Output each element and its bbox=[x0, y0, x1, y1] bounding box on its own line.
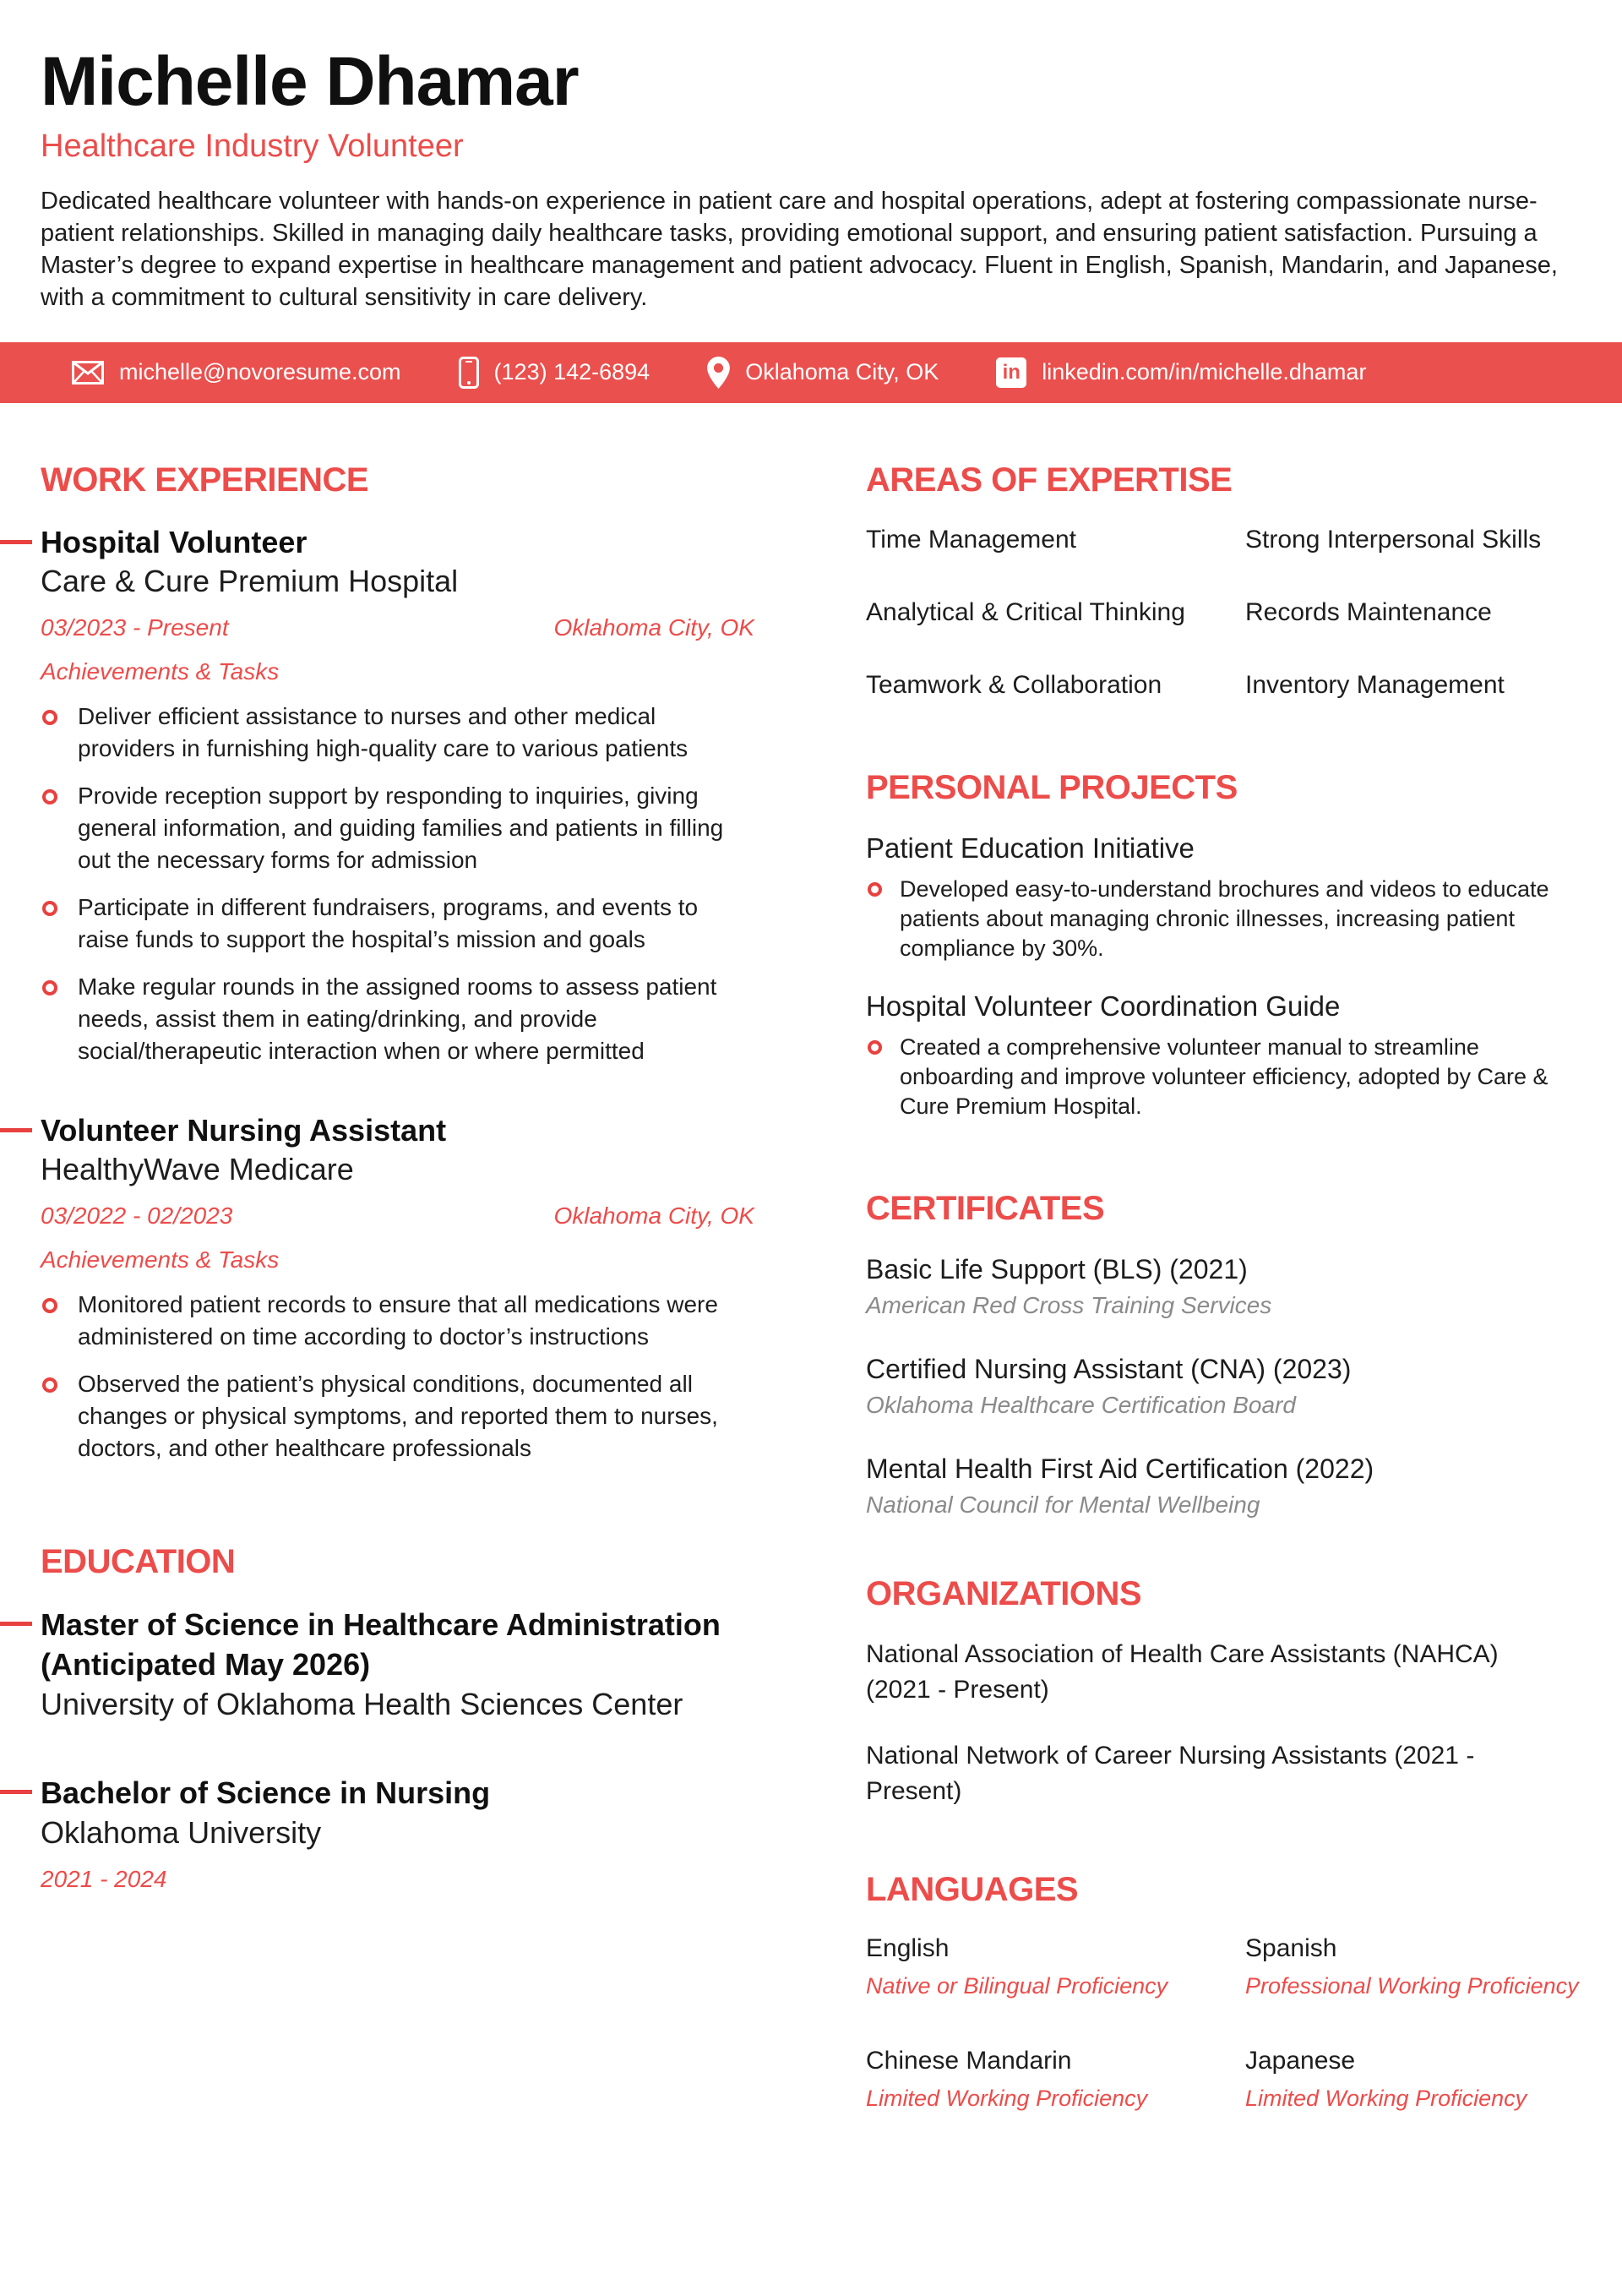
organization-item: National Network of Career Nursing Assistants (2021 - Present) bbox=[866, 1741, 1475, 1805]
education-heading: EDUCATION bbox=[41, 1542, 236, 1580]
job-title: Volunteer Nursing Assistant bbox=[41, 1112, 447, 1148]
task-bullet-text: Observed the patient’s physical conditions, documented all changes or physical symptoms, and reported them to nurses, doctors, and other healthcare professionals bbox=[78, 1370, 718, 1461]
location-pin-icon bbox=[707, 357, 730, 389]
task-bullet-text: Make regular rounds in the assigned rooms to assess patient needs, assist them in eating/drinking, and provide social/therapeutic interaction when or where permitted bbox=[78, 973, 717, 1064]
language-level: Limited Working Proficiency bbox=[866, 2085, 1148, 2111]
language-level: Native or Bilingual Proficiency bbox=[866, 1972, 1168, 1999]
language-name: Spanish bbox=[1245, 1933, 1337, 1962]
company-name: HealthyWave Medicare bbox=[41, 1151, 354, 1186]
contact-linkedin[interactable] bbox=[996, 357, 1366, 388]
bullet-ring-icon bbox=[42, 980, 57, 995]
task-bullet-text: Monitored patient records to ensure that all medications were administered on time according to doctor’s instructions bbox=[78, 1290, 718, 1350]
bullet-ring-icon bbox=[42, 789, 57, 804]
areas-of-expertise-heading: AREAS OF EXPERTISE bbox=[866, 461, 1233, 499]
task-bullet-text: Provide reception support by responding to inquiries, giving general information, and guiding families and patients in filling out the necessary forms for admission bbox=[78, 782, 724, 873]
job-title: Hospital Volunteer bbox=[41, 524, 308, 559]
language-name: Chinese Mandarin bbox=[866, 2046, 1072, 2075]
work-experience-section bbox=[41, 461, 754, 1464]
job-location: Oklahoma City, OK bbox=[553, 1202, 754, 1229]
language-entry bbox=[866, 2045, 1205, 2113]
areas-of-expertise-section bbox=[866, 461, 1584, 702]
certificate-issuer: National Council for Mental Wellbeing bbox=[866, 1491, 1260, 1518]
column-gap bbox=[754, 461, 866, 2113]
language-level: Professional Working Proficiency bbox=[1245, 1972, 1579, 1999]
profile-summary: Dedicated healthcare volunteer with hands-on experience in patient care and hospital operations, adept at fostering compassionate nurse-patient relationships. Skilled in managing daily healthcare tasks, providing emotional support, and ensuring patient satisfaction. Pursuing a Master’s degree to expand expertise in healthcare management and patient advocacy. Fluent in English, Spanish, Mandarin, and Japanese, with a commitment to cultural sensitivity in care delivery. bbox=[41, 187, 1558, 311]
language-entry bbox=[866, 1933, 1205, 2001]
project-bullet-text: Created a comprehensive volunteer manual to streamline onboarding and improve volunteer efficiency, adopted by Care & Cure Premium Hospital. bbox=[900, 1033, 1549, 1119]
body-columns bbox=[0, 461, 1622, 2113]
task-bullet bbox=[41, 971, 754, 1067]
job-dates: 03/2022 - 02/2023 bbox=[41, 1202, 233, 1229]
bullet-ring-icon bbox=[42, 1377, 57, 1393]
languages-heading: LANGUAGES bbox=[866, 1870, 1079, 1908]
certificates-heading: CERTIFICATES bbox=[866, 1189, 1105, 1227]
phone-icon bbox=[459, 357, 479, 389]
achievements-label: Achievements & Tasks bbox=[41, 1246, 280, 1273]
right-column bbox=[866, 461, 1584, 2113]
languages-grid bbox=[866, 1933, 1584, 2113]
contact-email-text: michelle@novoresume.com bbox=[119, 359, 401, 385]
bullet-ring-icon bbox=[42, 1298, 57, 1313]
skill-item: Teamwork & Collaboration bbox=[866, 670, 1162, 699]
school-name: Oklahoma University bbox=[41, 1814, 322, 1850]
organizations-section bbox=[866, 1574, 1584, 1809]
contact-email[interactable] bbox=[72, 359, 401, 385]
task-bullet-text: Deliver efficient assistance to nurses and other medical providers in furnishing high-quality care to various patients bbox=[78, 702, 689, 761]
language-level: Limited Working Proficiency bbox=[1245, 2085, 1527, 2111]
project-title: Hospital Volunteer Coordination Guide bbox=[866, 990, 1341, 1022]
skill-item: Records Maintenance bbox=[1245, 597, 1492, 626]
education-section bbox=[41, 1542, 754, 1893]
project-bullet-text: Developed easy-to-understand brochures and videos to educate patients about managing chronic illnesses, increasing patient compliance by 30%. bbox=[900, 875, 1549, 961]
contact-location-text: Oklahoma City, OK bbox=[745, 359, 939, 385]
certificate-issuer: American Red Cross Training Services bbox=[866, 1291, 1272, 1318]
task-list bbox=[41, 701, 754, 1067]
certificate-entry bbox=[866, 1351, 1584, 1419]
task-list bbox=[41, 1289, 754, 1464]
degree-entry-masters bbox=[41, 1605, 754, 1724]
degree-entry-bachelors bbox=[41, 1773, 754, 1893]
project-bullet bbox=[866, 875, 1584, 963]
linkedin-icon: in bbox=[996, 357, 1026, 388]
certificate-entry bbox=[866, 1252, 1584, 1319]
certificates-section bbox=[866, 1189, 1584, 1519]
languages-section bbox=[866, 1870, 1584, 2113]
personal-projects-heading: PERSONAL PROJECTS bbox=[866, 768, 1238, 806]
organizations-heading: ORGANIZATIONS bbox=[866, 1574, 1142, 1612]
contact-linkedin-text: linkedin.com/in/michelle.dhamar bbox=[1042, 359, 1367, 385]
timeline-marker bbox=[0, 1128, 32, 1132]
job-location: Oklahoma City, OK bbox=[553, 614, 754, 641]
organization-item: National Association of Health Care Assistants (NAHCA) (2021 - Present) bbox=[866, 1639, 1499, 1704]
job-entry-hospital-volunteer bbox=[41, 523, 754, 1067]
company-name: Care & Cure Premium Hospital bbox=[41, 563, 459, 598]
job-dates: 03/2023 - Present bbox=[41, 614, 229, 641]
certificate-issuer: Oklahoma Healthcare Certification Board bbox=[866, 1391, 1296, 1418]
job-entry-volunteer-nursing-assistant bbox=[41, 1111, 754, 1464]
certificate-name: Certified Nursing Assistant (CNA) (2023) bbox=[866, 1353, 1352, 1384]
personal-projects-section bbox=[866, 768, 1584, 1121]
contact-phone-text: (123) 142-6894 bbox=[493, 359, 650, 385]
header bbox=[0, 0, 1622, 314]
envelope-icon bbox=[72, 361, 104, 384]
task-bullet-text: Participate in different fundraisers, programs, and events to raise funds to support the hospital’s mission and goals bbox=[78, 893, 699, 952]
task-bullet bbox=[41, 701, 754, 765]
certificate-name: Basic Life Support (BLS) (2021) bbox=[866, 1253, 1248, 1284]
language-name: Japanese bbox=[1245, 2046, 1356, 2075]
work-experience-heading: WORK EXPERIENCE bbox=[41, 461, 369, 499]
achievements-label: Achievements & Tasks bbox=[41, 657, 280, 684]
project-bullet-list bbox=[866, 1033, 1584, 1121]
timeline-marker bbox=[0, 540, 32, 544]
job-meta-row bbox=[41, 614, 754, 641]
language-entry bbox=[1245, 1933, 1584, 2001]
bullet-ring-icon bbox=[42, 710, 57, 725]
degree-dates: 2021 - 2024 bbox=[41, 1865, 167, 1892]
project-bullet-list bbox=[866, 875, 1584, 963]
task-bullet bbox=[41, 1289, 754, 1353]
skill-item: Inventory Management bbox=[1245, 670, 1505, 699]
skill-item: Strong Interpersonal Skills bbox=[1245, 525, 1542, 554]
bullet-ring-icon bbox=[868, 1040, 882, 1055]
task-bullet bbox=[41, 780, 754, 876]
bullet-ring-icon bbox=[868, 882, 882, 897]
timeline-marker bbox=[0, 1622, 32, 1626]
degree-title: Bachelor of Science in Nursing bbox=[41, 1775, 491, 1810]
bullet-ring-icon bbox=[42, 901, 57, 916]
task-bullet bbox=[41, 892, 754, 956]
skill-item: Time Management bbox=[866, 525, 1076, 554]
certificate-entry bbox=[866, 1451, 1584, 1519]
timeline-marker bbox=[0, 1790, 32, 1794]
certificate-name: Mental Health First Aid Certification (2022) bbox=[866, 1453, 1374, 1484]
skills-grid bbox=[866, 523, 1584, 702]
school-name: University of Oklahoma Health Sciences Center bbox=[41, 1686, 683, 1721]
contact-phone[interactable] bbox=[459, 357, 650, 389]
contact-location bbox=[707, 357, 939, 389]
degree-title: Master of Science in Healthcare Administration (Anticipated May 2026) bbox=[41, 1606, 721, 1682]
left-column bbox=[41, 461, 754, 2113]
contact-bar bbox=[0, 342, 1622, 403]
person-headline: Healthcare Industry Volunteer bbox=[41, 128, 464, 165]
job-meta-row bbox=[41, 1203, 754, 1230]
person-name: Michelle Dhamar bbox=[41, 43, 579, 120]
language-name: English bbox=[866, 1933, 950, 1962]
skill-item: Analytical & Critical Thinking bbox=[866, 597, 1185, 626]
language-entry bbox=[1245, 2045, 1584, 2113]
project-title: Patient Education Initiative bbox=[866, 832, 1195, 864]
task-bullet bbox=[41, 1368, 754, 1464]
project-bullet bbox=[866, 1033, 1584, 1121]
